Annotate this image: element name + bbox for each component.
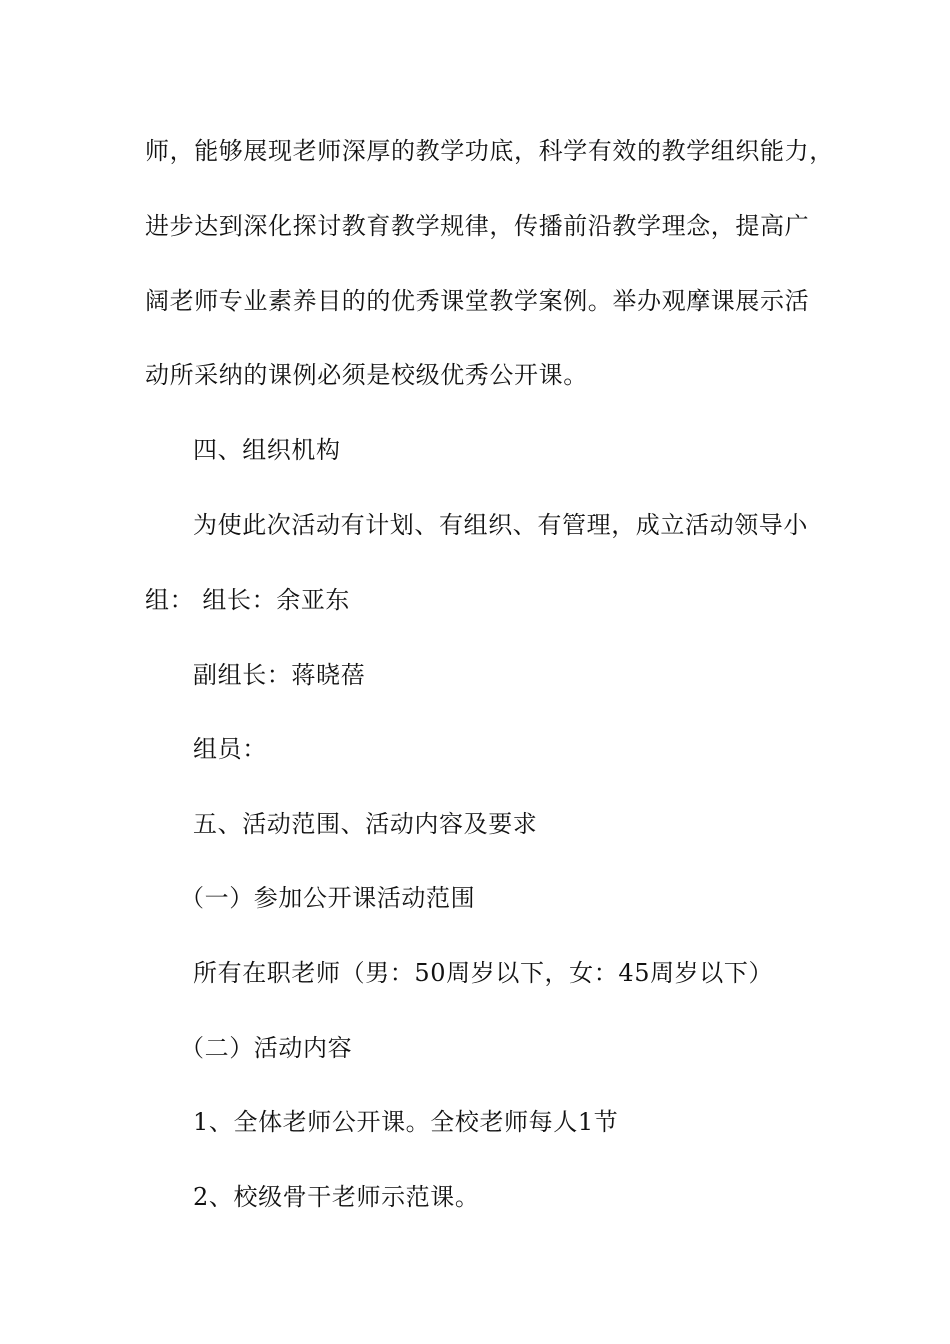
paragraph-line: 阔老师专业素养目的的优秀课堂教学案例。举办观摩课展示活 — [145, 287, 810, 315]
paragraph-line: 师，能够展现老师深厚的教学功底，科学有效的教学组织能力， — [145, 137, 834, 165]
paragraph-line: 副组长：蒋晓蓓 — [193, 661, 366, 689]
section-heading: 四、组织机构 — [193, 436, 341, 464]
paragraph-line: 进步达到深化探讨教育教学规律，传播前沿教学理念，提高广 — [145, 212, 810, 240]
paragraph-line: 为使此次活动有计划、有组织、有管理，成立活动领导小 — [193, 511, 808, 539]
list-item: 1、全体老师公开课。全校老师每人1节 — [193, 1108, 619, 1136]
paragraph-line: 组： 组长：余亚东 — [145, 586, 351, 614]
paragraph-line: 组员： — [193, 735, 267, 763]
paragraph-line: 所有在职老师（男：50周岁以下，女：45周岁以下） — [193, 959, 774, 987]
subsection-heading: （二）活动内容 — [180, 1034, 353, 1062]
paragraph-line: 动所采纳的课例必须是校级优秀公开课。 — [145, 361, 588, 389]
subsection-heading: （一）参加公开课活动范围 — [180, 884, 476, 912]
list-item: 2、校级骨干老师示范课。 — [193, 1183, 480, 1211]
section-heading: 五、活动范围、活动内容及要求 — [193, 810, 538, 838]
